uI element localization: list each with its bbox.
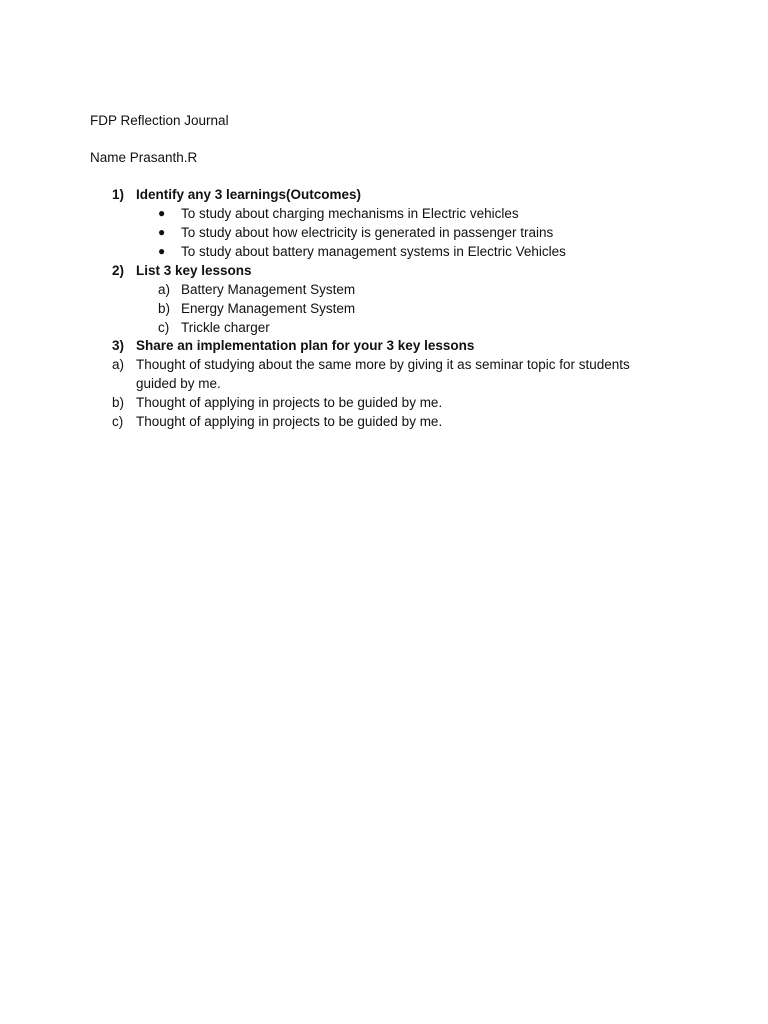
section-number: 3) [112, 338, 125, 353]
list-marker: b) [112, 395, 125, 410]
list-item-text: To study about charging mechanisms in Electric vehicles [181, 206, 519, 221]
section-heading: Share an implementation plan for your 3 key lessons [136, 338, 475, 353]
document-title: FDP Reflection Journal [90, 113, 229, 128]
list-item-text: Energy Management System [181, 301, 356, 316]
list-item-text: Thought of applying in projects to be guided by me. [136, 395, 443, 410]
list-marker: c) [112, 414, 124, 429]
list-marker: c) [158, 320, 170, 335]
list-item-text: Battery Management System [181, 282, 356, 297]
section-number: 2) [112, 263, 125, 278]
list-item-text: Thought of applying in projects to be guided by me. [136, 414, 443, 429]
name-line: Name Prasanth.R [90, 150, 198, 165]
list-marker: a) [158, 282, 171, 297]
list-item-text: To study about how electricity is generated in passenger trains [181, 225, 554, 240]
list-marker: b) [158, 301, 171, 316]
list-item-text: Thought of studying about the same more by giving it as seminar topic for students [136, 357, 630, 372]
bullet-icon: ● [158, 206, 166, 220]
list-item-text: Trickle charger [181, 320, 270, 335]
section-number: 1) [112, 187, 125, 202]
bullet-icon: ● [158, 244, 166, 258]
bullet-icon: ● [158, 225, 166, 239]
list-item-text: To study about battery management systems in Electric Vehicles [181, 244, 566, 259]
list-marker: a) [112, 357, 125, 372]
list-item-text-continued: guided by me. [136, 376, 221, 391]
section-heading: List 3 key lessons [136, 263, 252, 278]
section-heading: Identify any 3 learnings(Outcomes) [136, 187, 362, 202]
